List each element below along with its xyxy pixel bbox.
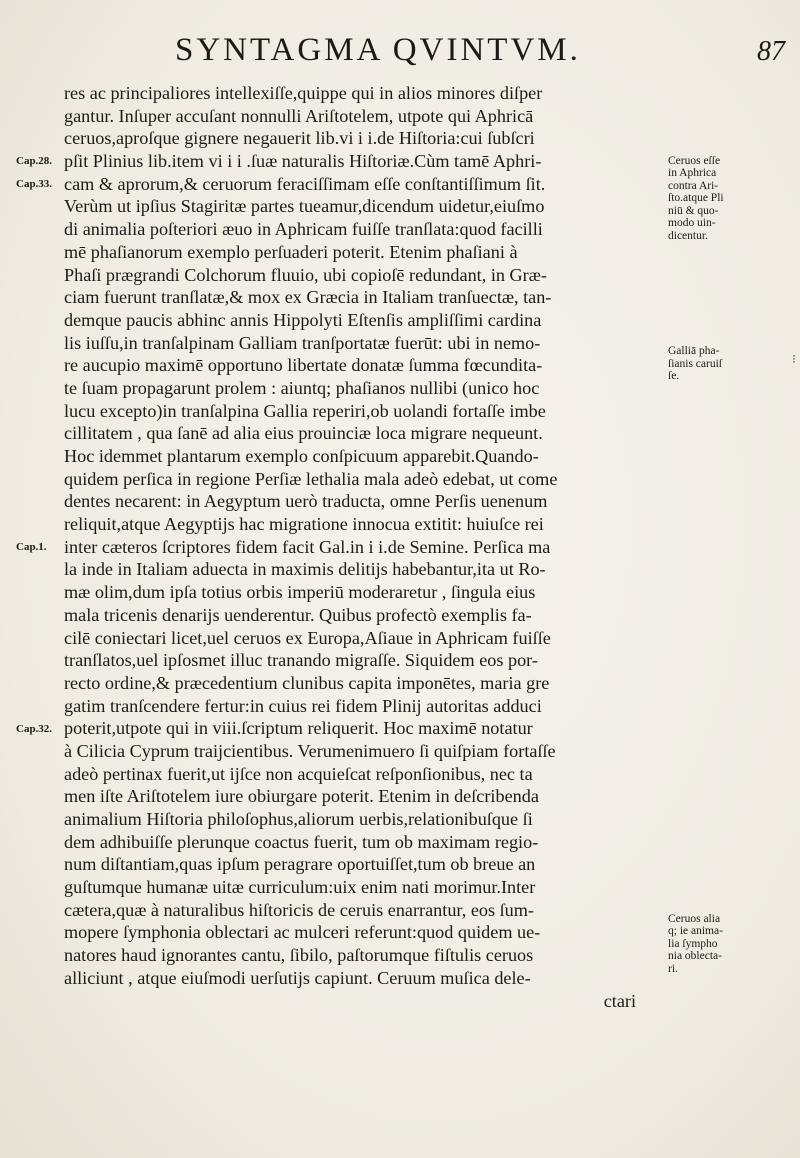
text-line: gatim tranſcendere fertur:in cuius rei fidem Plinij autoritas adduci: [64, 695, 542, 716]
side-note-line: Ceruos alia: [668, 912, 721, 925]
text-line: demque paucis abhinc annis Hippolyti Eſtenſis ampliſſimi cardina: [64, 309, 542, 330]
text-line: animalium Hiſtoria philoſophus,aliorum uerbis,relationibuſque ſi: [64, 809, 533, 829]
side-note-line: dicentur.: [668, 229, 708, 242]
side-note-line: Galliā pha-: [668, 345, 720, 358]
text-line: natores haud ignorantes cantu, ſibilo, paſtorumque fiſtulis ceruos: [64, 945, 534, 966]
side-note-line: niū & quo-: [668, 204, 719, 217]
text-line: pſit Plinius lib.item vi i i .ſuæ naturalis Hiſtoriæ.Cùm tamē Aphri-: [64, 151, 542, 172]
chapter-reference: Cap.1.: [16, 541, 47, 553]
side-note-line: ri.: [668, 962, 678, 975]
text-line: cætera,quæ à naturalibus hiſtoricis de ceruis enarrantur, eos ſum-: [64, 899, 534, 920]
side-note-line: Ceruos eſſe: [668, 154, 721, 167]
text-line: lis iuſſu,in tranſalpinam Galliam tranſportatæ fuerūt: ubi in nemo-: [64, 332, 541, 353]
side-note-line: lia ſympho: [668, 937, 718, 950]
text-line: mē phaſianorum exemplo perſuaderi poterit. Etenim phaſiani à: [64, 241, 518, 262]
side-note-line: ſianis caruiſ: [668, 357, 722, 370]
text-line: mæ olim,dum ipſa totius orbis imperiū moderaretur , ſingula eius: [64, 582, 536, 603]
text-line: à Cilicia Cyprum traijcientibus. Verumenimuero ſi quiſpiam fortaſſe: [64, 740, 556, 761]
text-line: tranſlatos,uel ipſosmet illuc tranando migraſſe. Siquidem eos por-: [64, 650, 538, 671]
chapter-reference: Cap.28.: [16, 155, 53, 168]
main-text-block: [64, 82, 664, 1012]
side-note-line: q; ie anima-: [668, 925, 723, 938]
side-note-line: in Aphrica: [668, 167, 717, 180]
text-line: res ac principaliores intellexiſſe,quippe qui in alios minores diſper: [64, 83, 543, 103]
text-line: cillitatem , qua ſanē ad alia eius prouinciæ loca migrare nequeunt.: [64, 423, 543, 444]
text-line: Hoc idemmet plantarum exemplo conſpicuum apparebit.Quando-: [64, 446, 539, 466]
text-line: re aucupio maximē opportuno libertate donatæ ſumma fœcundita-: [64, 355, 543, 376]
catchword: ctari: [603, 990, 636, 1011]
side-note-line: contra Ari-: [668, 179, 719, 192]
text-line: lucu excepto)in tranſalpina Gallia reperiri,ob uolandi fortaſſe imbe: [64, 400, 546, 421]
text-line: ceruos,aproſque gignere negauerit lib.vi i i.de Hiſtoria:cui ſubſcri: [64, 128, 535, 149]
running-head: [175, 28, 785, 78]
text-line: cilē coniectari licet,uel ceruos ex Europa,Aſiaue in Aphricam fuiſſe: [64, 627, 551, 648]
side-note: [668, 155, 792, 243]
text-line: mopere ſymphonia oblectari ac mulceri referunt:quod quidem ue-: [64, 922, 541, 943]
chapter-reference: Cap.32.: [16, 722, 53, 735]
side-note-line: ſto.atque Pli: [668, 192, 724, 205]
text-line: guſtumque humanæ uitæ curriculum:uix enim nati morimur.Inter: [64, 877, 536, 898]
text-line: reliquit,atque Aegyptijs hac migratione innocua extitit: huiuſce rei: [64, 514, 544, 535]
margin-ornament: ⁝: [792, 352, 796, 366]
text-line: mala tricenis denarijs uenderentur. Quibus profectò exemplis fa-: [64, 604, 532, 625]
page-number: 87: [757, 36, 785, 67]
text-line: te ſuam propagarunt prolem : aiuntq; phaſianos nullibi (unico hoc: [64, 377, 540, 398]
text-line: adeò pertinax fuerit,ut ijſce non acquieſcat reſponſionibus, nec ta: [64, 763, 533, 784]
side-note-line: modo uin-: [668, 217, 716, 230]
side-note-line: ſe.: [668, 370, 680, 383]
text-line: quidem perſica in regione Perſiæ lethalia mala adeò edebat, ut come: [64, 468, 558, 489]
text-line: inter cæteros ſcriptores fidem facit Gal.in i i.de Semine. Perſica ma: [64, 536, 551, 557]
text-line: num diſtantiam,quas ipſum peragrare oportuiſſet,tum ob breue an: [64, 854, 536, 875]
chapter-reference: Cap.33.: [16, 177, 53, 190]
text-line: poterit,utpote qui in viii.ſcriptum reliquerit. Hoc maximē notatur: [64, 718, 533, 739]
text-line: la inde in Italiam aduecta in maximis delitijs habebantur,ita ut Ro-: [64, 559, 546, 580]
side-note: [668, 913, 792, 976]
text-line: men iſte Ariſtotelem iure obiurgare poterit. Etenim in deſcribenda: [64, 786, 539, 807]
text-line: Phaſi prægrandi Colchorum fluuio, ubi copioſē redundant, in Græ-: [64, 264, 547, 285]
side-note: [668, 345, 792, 383]
text-line: recto ordine,& præcedentium clunibus capita imponētes, maria gre: [64, 672, 550, 693]
text-line: Verùm ut ipſius Stagiritæ partes tueamur,dicendum uidetur,eiuſmo: [64, 196, 545, 217]
text-line: cam & aprorum,& ceruorum feraciſſimam eſſe conſtantiſſimum ſit.: [64, 173, 546, 194]
text-line: gantur. Inſuper accuſant nonnulli Ariſtotelem, utpote qui Aphricā: [64, 105, 534, 126]
text-line: dem adhibuiſſe plerunque coactus fuerit, tum ob maximam regio-: [64, 831, 539, 852]
text-line: di animalia poſteriori æuo in Aphricam fuiſſe tranſlata:quod facilli: [64, 219, 543, 240]
text-line: dentes necarent: in Aegyptum uerò traducta, omne Perſis uenenum: [64, 491, 548, 512]
side-note-line: nia oblecta-: [668, 950, 722, 963]
running-title: SYNTAGMA QVINTVM.: [175, 32, 581, 68]
text-line: ciam fuerunt tranſlatæ,& mox ex Græcia in Italiam tranſuectæ, tan-: [64, 287, 552, 308]
text-line: alliciunt , atque eiuſmodi uerſutijs capiunt. Ceruum muſica dele-: [64, 967, 531, 988]
